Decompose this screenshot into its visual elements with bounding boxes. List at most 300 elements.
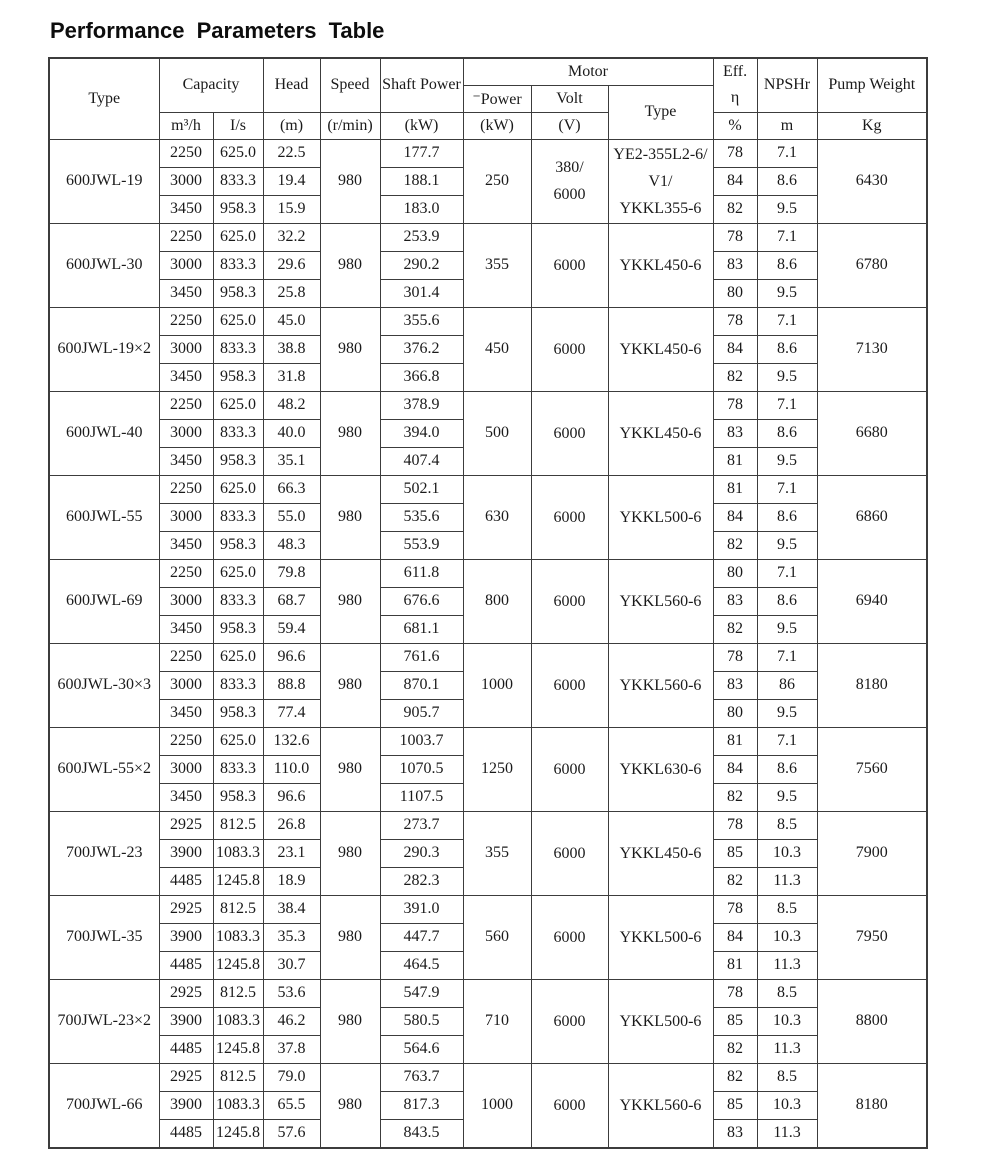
head-cell: 68.7 — [263, 587, 320, 615]
efficiency-cell: 81 — [713, 951, 757, 979]
capacity-ls-cell: 625.0 — [213, 643, 263, 671]
head-cell: 96.6 — [263, 643, 320, 671]
head-cell: 23.1 — [263, 839, 320, 867]
head-cell: 79.0 — [263, 1063, 320, 1091]
header-speed: Speed — [320, 58, 380, 112]
npshr-cell: 7.1 — [757, 307, 817, 335]
capacity-ls-cell: 812.5 — [213, 895, 263, 923]
shaft-power-cell: 394.0 — [380, 419, 463, 447]
head-cell: 48.2 — [263, 391, 320, 419]
capacity-m3h-cell: 3000 — [159, 587, 213, 615]
motor-type-cell: YKKL450-6 — [608, 307, 713, 391]
pump-weight-cell: 6940 — [817, 559, 927, 643]
capacity-m3h-cell: 3900 — [159, 1007, 213, 1035]
pump-type-cell: 600JWL-19×2 — [49, 307, 159, 391]
capacity-m3h-cell: 3000 — [159, 503, 213, 531]
pump-type-cell: 700JWL-66 — [49, 1063, 159, 1148]
motor-type-cell: YKKL500-6 — [608, 895, 713, 979]
efficiency-cell: 78 — [713, 223, 757, 251]
npshr-cell: 9.5 — [757, 447, 817, 475]
npshr-cell: 9.5 — [757, 783, 817, 811]
shaft-power-cell: 253.9 — [380, 223, 463, 251]
npshr-cell: 8.6 — [757, 587, 817, 615]
capacity-m3h-cell: 3000 — [159, 251, 213, 279]
capacity-m3h-cell: 2250 — [159, 391, 213, 419]
capacity-ls-cell: 625.0 — [213, 391, 263, 419]
head-cell: 79.8 — [263, 559, 320, 587]
motor-power-cell: 355 — [463, 811, 531, 895]
efficiency-cell: 84 — [713, 503, 757, 531]
shaft-power-cell: 183.0 — [380, 195, 463, 223]
capacity-ls-cell: 958.3 — [213, 447, 263, 475]
header-motor-type: Type — [608, 85, 713, 139]
shaft-power-cell: 366.8 — [380, 363, 463, 391]
capacity-ls-cell: 833.3 — [213, 251, 263, 279]
motor-power-cell: 250 — [463, 139, 531, 223]
head-cell: 59.4 — [263, 615, 320, 643]
head-cell: 38.8 — [263, 335, 320, 363]
shaft-power-cell: 535.6 — [380, 503, 463, 531]
shaft-power-cell: 547.9 — [380, 979, 463, 1007]
efficiency-cell: 81 — [713, 475, 757, 503]
efficiency-cell: 78 — [713, 307, 757, 335]
capacity-ls-cell: 1245.8 — [213, 867, 263, 895]
header-efficiency-label: Eff. — [722, 63, 748, 81]
motor-volt-cell: 6000 — [531, 727, 608, 811]
efficiency-cell: 82 — [713, 531, 757, 559]
pump-weight-cell: 8180 — [817, 1063, 927, 1148]
table-row — [49, 895, 927, 923]
efficiency-cell: 85 — [713, 1007, 757, 1035]
capacity-ls-cell: 625.0 — [213, 139, 263, 167]
npshr-cell: 7.1 — [757, 223, 817, 251]
efficiency-cell: 85 — [713, 1091, 757, 1119]
head-cell: 26.8 — [263, 811, 320, 839]
shaft-power-cell: 761.6 — [380, 643, 463, 671]
efficiency-cell: 81 — [713, 447, 757, 475]
head-cell: 132.6 — [263, 727, 320, 755]
npshr-cell: 9.5 — [757, 195, 817, 223]
capacity-m3h-cell: 2250 — [159, 475, 213, 503]
npshr-cell: 10.3 — [757, 839, 817, 867]
head-cell: 40.0 — [263, 419, 320, 447]
npshr-cell: 9.5 — [757, 699, 817, 727]
motor-power-cell: 630 — [463, 475, 531, 559]
header-unit-shaft-power: (kW) — [380, 112, 463, 139]
capacity-ls-cell: 958.3 — [213, 783, 263, 811]
pump-type-cell: 600JWL-55×2 — [49, 727, 159, 811]
capacity-ls-cell: 833.3 — [213, 503, 263, 531]
shaft-power-cell: 301.4 — [380, 279, 463, 307]
efficiency-cell: 84 — [713, 335, 757, 363]
efficiency-cell: 78 — [713, 139, 757, 167]
header-head: Head — [263, 58, 320, 112]
pump-type-cell: 600JWL-30 — [49, 223, 159, 307]
capacity-m3h-cell: 2250 — [159, 223, 213, 251]
capacity-m3h-cell: 3000 — [159, 335, 213, 363]
capacity-ls-cell: 958.3 — [213, 699, 263, 727]
header-row-3 — [49, 112, 927, 139]
performance-parameters-table — [48, 57, 928, 1149]
motor-type-cell: YKKL450-6 — [608, 811, 713, 895]
capacity-m3h-cell: 3000 — [159, 419, 213, 447]
shaft-power-cell: 407.4 — [380, 447, 463, 475]
header-unit-motor-power: (kW) — [463, 112, 531, 139]
head-cell: 53.6 — [263, 979, 320, 1007]
npshr-cell: 8.5 — [757, 1063, 817, 1091]
table-row — [49, 559, 927, 587]
header-unit-efficiency: % — [713, 112, 757, 139]
motor-type-cell: YKKL560-6 — [608, 559, 713, 643]
table-row — [49, 811, 927, 839]
npshr-cell: 8.6 — [757, 755, 817, 783]
shaft-power-cell: 1070.5 — [380, 755, 463, 783]
npshr-cell: 9.5 — [757, 279, 817, 307]
head-cell: 32.2 — [263, 223, 320, 251]
efficiency-cell: 83 — [713, 1119, 757, 1148]
motor-volt-cell: 6000 — [531, 895, 608, 979]
table-row — [49, 307, 927, 335]
capacity-m3h-cell: 2250 — [159, 139, 213, 167]
npshr-cell: 8.5 — [757, 895, 817, 923]
capacity-m3h-cell: 2250 — [159, 559, 213, 587]
shaft-power-cell: 843.5 — [380, 1119, 463, 1148]
motor-power-cell: 560 — [463, 895, 531, 979]
head-cell: 96.6 — [263, 783, 320, 811]
head-cell: 38.4 — [263, 895, 320, 923]
efficiency-cell: 83 — [713, 671, 757, 699]
capacity-m3h-cell: 3450 — [159, 615, 213, 643]
capacity-ls-cell: 833.3 — [213, 335, 263, 363]
pump-weight-cell: 8800 — [817, 979, 927, 1063]
capacity-ls-cell: 625.0 — [213, 475, 263, 503]
header-motor-volt: Volt — [531, 85, 608, 112]
npshr-cell: 9.5 — [757, 363, 817, 391]
head-cell: 18.9 — [263, 867, 320, 895]
speed-cell: 980 — [320, 979, 380, 1063]
shaft-power-cell: 763.7 — [380, 1063, 463, 1091]
shaft-power-cell: 290.3 — [380, 839, 463, 867]
efficiency-cell: 78 — [713, 979, 757, 1007]
capacity-m3h-cell: 2925 — [159, 895, 213, 923]
efficiency-cell: 84 — [713, 755, 757, 783]
efficiency-cell: 80 — [713, 699, 757, 727]
table-row — [49, 139, 927, 167]
capacity-m3h-cell: 2250 — [159, 643, 213, 671]
capacity-ls-cell: 1083.3 — [213, 1091, 263, 1119]
capacity-m3h-cell: 3450 — [159, 531, 213, 559]
shaft-power-cell: 1003.7 — [380, 727, 463, 755]
efficiency-cell: 78 — [713, 895, 757, 923]
header-unit-pump-weight: Kg — [817, 112, 927, 139]
shaft-power-cell: 681.1 — [380, 615, 463, 643]
capacity-m3h-cell: 2925 — [159, 811, 213, 839]
npshr-cell: 11.3 — [757, 951, 817, 979]
header-unit-ls: I/s — [213, 112, 263, 139]
capacity-ls-cell: 833.3 — [213, 755, 263, 783]
capacity-ls-cell: 812.5 — [213, 979, 263, 1007]
header-unit-head: (m) — [263, 112, 320, 139]
pump-type-cell: 600JWL-19 — [49, 139, 159, 223]
capacity-ls-cell: 833.3 — [213, 587, 263, 615]
capacity-m3h-cell: 2925 — [159, 979, 213, 1007]
npshr-cell: 11.3 — [757, 1035, 817, 1063]
npshr-cell: 86 — [757, 671, 817, 699]
head-cell: 29.6 — [263, 251, 320, 279]
capacity-ls-cell: 833.3 — [213, 671, 263, 699]
head-cell: 66.3 — [263, 475, 320, 503]
efficiency-cell: 82 — [713, 783, 757, 811]
capacity-ls-cell: 812.5 — [213, 811, 263, 839]
head-cell: 35.1 — [263, 447, 320, 475]
pump-weight-cell: 7950 — [817, 895, 927, 979]
motor-volt-cell: 6000 — [531, 307, 608, 391]
head-cell: 57.6 — [263, 1119, 320, 1148]
motor-volt-cell: 6000 — [531, 643, 608, 727]
capacity-m3h-cell: 3900 — [159, 1091, 213, 1119]
motor-type-cell: YKKL560-6 — [608, 1063, 713, 1148]
head-cell: 46.2 — [263, 1007, 320, 1035]
speed-cell: 980 — [320, 811, 380, 895]
efficiency-cell: 82 — [713, 363, 757, 391]
npshr-cell: 7.1 — [757, 727, 817, 755]
pump-type-cell: 700JWL-23×2 — [49, 979, 159, 1063]
head-cell: 30.7 — [263, 951, 320, 979]
speed-cell: 980 — [320, 643, 380, 727]
shaft-power-cell: 282.3 — [380, 867, 463, 895]
header-capacity: Capacity — [159, 58, 263, 112]
motor-power-cell: 1250 — [463, 727, 531, 811]
head-cell: 37.8 — [263, 1035, 320, 1063]
capacity-ls-cell: 958.3 — [213, 279, 263, 307]
pump-type-cell: 600JWL-40 — [49, 391, 159, 475]
efficiency-cell: 82 — [713, 615, 757, 643]
capacity-m3h-cell: 3450 — [159, 279, 213, 307]
capacity-m3h-cell: 3450 — [159, 699, 213, 727]
table-body — [49, 139, 927, 1148]
speed-cell: 980 — [320, 895, 380, 979]
capacity-m3h-cell: 3450 — [159, 195, 213, 223]
head-cell: 19.4 — [263, 167, 320, 195]
capacity-ls-cell: 958.3 — [213, 531, 263, 559]
efficiency-cell: 83 — [713, 419, 757, 447]
head-cell: 88.8 — [263, 671, 320, 699]
shaft-power-cell: 905.7 — [380, 699, 463, 727]
npshr-cell: 8.5 — [757, 979, 817, 1007]
motor-type-cell: YKKL500-6 — [608, 979, 713, 1063]
capacity-ls-cell: 625.0 — [213, 307, 263, 335]
shaft-power-cell: 502.1 — [380, 475, 463, 503]
header-shaft-power: Shaft Power — [380, 58, 463, 112]
npshr-cell: 10.3 — [757, 1091, 817, 1119]
capacity-m3h-cell: 3000 — [159, 755, 213, 783]
capacity-ls-cell: 833.3 — [213, 419, 263, 447]
head-cell: 110.0 — [263, 755, 320, 783]
capacity-m3h-cell: 3000 — [159, 671, 213, 699]
capacity-m3h-cell: 4485 — [159, 1035, 213, 1063]
header-unit-motor-volt: (V) — [531, 112, 608, 139]
table-row — [49, 979, 927, 1007]
capacity-ls-cell: 833.3 — [213, 167, 263, 195]
npshr-cell: 9.5 — [757, 615, 817, 643]
speed-cell: 980 — [320, 727, 380, 811]
speed-cell: 980 — [320, 223, 380, 307]
table-row — [49, 727, 927, 755]
pump-weight-cell: 7900 — [817, 811, 927, 895]
motor-volt-cell: 6000 — [531, 559, 608, 643]
head-cell: 65.5 — [263, 1091, 320, 1119]
motor-power-cell: 1000 — [463, 643, 531, 727]
npshr-cell: 7.1 — [757, 139, 817, 167]
pump-type-cell: 700JWL-35 — [49, 895, 159, 979]
motor-volt-cell: 6000 — [531, 475, 608, 559]
shaft-power-cell: 1107.5 — [380, 783, 463, 811]
efficiency-cell: 80 — [713, 559, 757, 587]
pump-weight-cell: 7130 — [817, 307, 927, 391]
head-cell: 22.5 — [263, 139, 320, 167]
capacity-m3h-cell: 3000 — [159, 167, 213, 195]
capacity-ls-cell: 958.3 — [213, 363, 263, 391]
pump-type-cell: 700JWL-23 — [49, 811, 159, 895]
pump-type-cell: 600JWL-55 — [49, 475, 159, 559]
shaft-power-cell: 553.9 — [380, 531, 463, 559]
motor-type-cell: YKKL630-6 — [608, 727, 713, 811]
motor-power-cell: 500 — [463, 391, 531, 475]
table-row — [49, 223, 927, 251]
motor-power-cell: 710 — [463, 979, 531, 1063]
capacity-m3h-cell: 2925 — [159, 1063, 213, 1091]
motor-volt-cell: 6000 — [531, 391, 608, 475]
header-type: Type — [49, 58, 159, 139]
npshr-cell: 8.6 — [757, 503, 817, 531]
head-cell: 48.3 — [263, 531, 320, 559]
efficiency-cell: 82 — [713, 1063, 757, 1091]
table-header — [49, 58, 927, 139]
capacity-ls-cell: 958.3 — [213, 195, 263, 223]
efficiency-cell: 81 — [713, 727, 757, 755]
efficiency-cell: 83 — [713, 587, 757, 615]
head-cell: 55.0 — [263, 503, 320, 531]
efficiency-cell: 84 — [713, 167, 757, 195]
capacity-ls-cell: 625.0 — [213, 223, 263, 251]
motor-power-cell: 800 — [463, 559, 531, 643]
shaft-power-cell: 376.2 — [380, 335, 463, 363]
shaft-power-cell: 817.3 — [380, 1091, 463, 1119]
npshr-cell: 8.5 — [757, 811, 817, 839]
shaft-power-cell: 564.6 — [380, 1035, 463, 1063]
shaft-power-cell: 447.7 — [380, 923, 463, 951]
table-row — [49, 391, 927, 419]
shaft-power-cell: 870.1 — [380, 671, 463, 699]
pump-weight-cell: 8180 — [817, 643, 927, 727]
npshr-cell: 8.6 — [757, 167, 817, 195]
pump-weight-cell: 6680 — [817, 391, 927, 475]
npshr-cell: 11.3 — [757, 1119, 817, 1148]
efficiency-cell: 85 — [713, 839, 757, 867]
npshr-cell: 8.6 — [757, 251, 817, 279]
header-pump-weight: Pump Weight — [817, 58, 927, 112]
shaft-power-cell: 676.6 — [380, 587, 463, 615]
motor-type-cell: YKKL500-6 — [608, 475, 713, 559]
head-cell: 77.4 — [263, 699, 320, 727]
table-row — [49, 643, 927, 671]
npshr-cell: 9.5 — [757, 531, 817, 559]
pump-weight-cell: 7560 — [817, 727, 927, 811]
capacity-ls-cell: 625.0 — [213, 559, 263, 587]
speed-cell: 980 — [320, 391, 380, 475]
header-npshr: NPSHr — [757, 58, 817, 112]
capacity-ls-cell: 1083.3 — [213, 1007, 263, 1035]
efficiency-cell: 82 — [713, 867, 757, 895]
capacity-m3h-cell: 3450 — [159, 783, 213, 811]
header-motor-power: ⁻Power — [463, 85, 531, 112]
head-cell: 31.8 — [263, 363, 320, 391]
pump-weight-cell: 6780 — [817, 223, 927, 307]
motor-type-cell: YKKL450-6 — [608, 223, 713, 307]
header-motor: Motor — [463, 58, 713, 85]
speed-cell: 980 — [320, 1063, 380, 1148]
speed-cell: 980 — [320, 307, 380, 391]
shaft-power-cell: 580.5 — [380, 1007, 463, 1035]
motor-type-cell: YKKL450-6 — [608, 391, 713, 475]
npshr-cell: 10.3 — [757, 923, 817, 951]
motor-volt-cell: 6000 — [531, 979, 608, 1063]
header-unit-npshr: m — [757, 112, 817, 139]
npshr-cell: 8.6 — [757, 419, 817, 447]
efficiency-cell: 78 — [713, 391, 757, 419]
capacity-m3h-cell: 4485 — [159, 867, 213, 895]
efficiency-cell: 82 — [713, 195, 757, 223]
pump-type-cell: 600JWL-30×3 — [49, 643, 159, 727]
capacity-m3h-cell: 3450 — [159, 363, 213, 391]
pump-weight-cell: 6430 — [817, 139, 927, 223]
motor-volt-cell: 6000 — [531, 223, 608, 307]
motor-volt-cell: 6000 — [531, 811, 608, 895]
shaft-power-cell: 391.0 — [380, 895, 463, 923]
shaft-power-cell: 378.9 — [380, 391, 463, 419]
shaft-power-cell: 177.7 — [380, 139, 463, 167]
motor-volt-cell: 380/ 6000 — [531, 139, 608, 223]
capacity-m3h-cell: 3900 — [159, 839, 213, 867]
npshr-cell: 7.1 — [757, 643, 817, 671]
pump-type-cell: 600JWL-69 — [49, 559, 159, 643]
npshr-cell: 10.3 — [757, 1007, 817, 1035]
efficiency-cell: 84 — [713, 923, 757, 951]
shaft-power-cell: 611.8 — [380, 559, 463, 587]
capacity-m3h-cell: 3900 — [159, 923, 213, 951]
capacity-ls-cell: 625.0 — [213, 727, 263, 755]
efficiency-cell: 82 — [713, 1035, 757, 1063]
npshr-cell: 8.6 — [757, 335, 817, 363]
head-cell: 15.9 — [263, 195, 320, 223]
motor-power-cell: 450 — [463, 307, 531, 391]
capacity-ls-cell: 1083.3 — [213, 839, 263, 867]
capacity-m3h-cell: 2250 — [159, 727, 213, 755]
motor-power-cell: 1000 — [463, 1063, 531, 1148]
speed-cell: 980 — [320, 559, 380, 643]
shaft-power-cell: 355.6 — [380, 307, 463, 335]
efficiency-cell: 80 — [713, 279, 757, 307]
shaft-power-cell: 290.2 — [380, 251, 463, 279]
table-row — [49, 1063, 927, 1091]
efficiency-cell: 83 — [713, 251, 757, 279]
efficiency-cell: 78 — [713, 811, 757, 839]
head-cell: 35.3 — [263, 923, 320, 951]
motor-power-cell: 355 — [463, 223, 531, 307]
pump-weight-cell: 6860 — [817, 475, 927, 559]
header-row-1 — [49, 58, 927, 85]
head-cell: 45.0 — [263, 307, 320, 335]
